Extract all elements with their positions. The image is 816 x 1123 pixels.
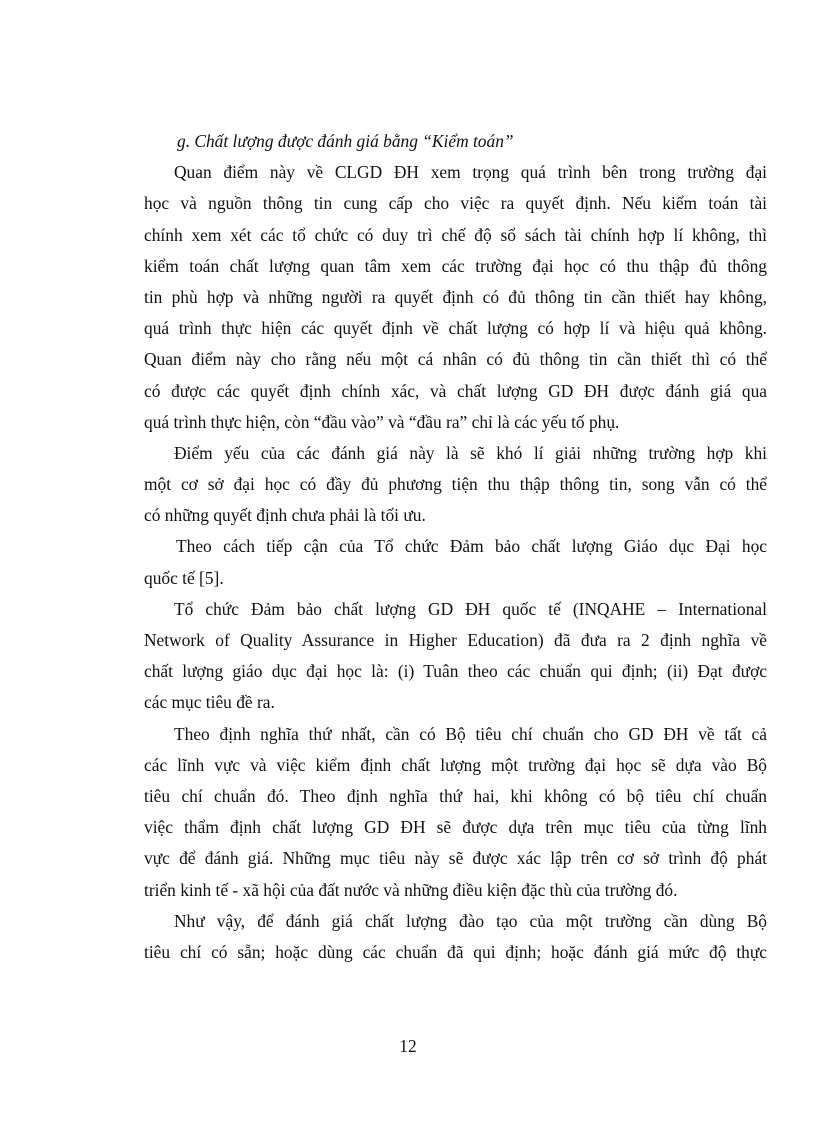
text-line: vực để đánh giá. Những mục tiêu này sẽ được xác lập trên cơ sở trình độ phát (144, 848, 767, 869)
page-content (144, 126, 767, 968)
paragraph-3 (144, 531, 767, 593)
text-line: triển kinh tế - xã hội của đất nước và những điều kiện đặc thù của trường đó. (144, 879, 678, 900)
text-line: Quan điểm này về CLGD ĐH xem trọng quá trình bên trong trường đại (174, 162, 767, 183)
text-line: chính xem xét các tổ chức có duy trì chế độ sổ sách tài chính hợp lí không, thì (144, 224, 767, 245)
paragraph-5 (144, 719, 767, 906)
text-line: chất lượng giáo dục đại học là: (i) Tuân theo các chuẩn qui định; (ii) Đạt được (144, 661, 767, 682)
section-heading: g. Chất lượng được đánh giá bằng “Kiểm toán” (177, 131, 514, 151)
text-line: tiêu chí chuẩn đó. Theo định nghĩa thứ hai, khi không có bộ tiêu chí chuẩn (144, 785, 767, 806)
text-line: việc thẩm định chất lượng GD ĐH sẽ được dựa trên mục tiêu của từng lĩnh (144, 817, 767, 838)
text-line: Theo định nghĩa thứ nhất, cần có Bộ tiêu chí chuẩn cho GD ĐH về tất cả (174, 723, 767, 744)
text-line: Điểm yếu của các đánh giá này là sẽ khó lí giải những trường hợp khi (174, 442, 767, 463)
text-line: các lĩnh vực và việc kiểm định chất lượng một trường đại học sẽ dựa vào Bộ (144, 754, 767, 775)
text-line: một cơ sở đại học có đầy đủ phương tiện thu thập thông tin, song vẫn có thể (144, 474, 767, 495)
text-line: Network of Quality Assurance in Higher Education) đã đưa ra 2 định nghĩa về (144, 630, 767, 650)
text-line: Quan điểm này cho rằng nếu một cá nhân có đủ thông tin cần thiết thì có thể (144, 349, 767, 370)
text-line: các mục tiêu đề ra. (144, 692, 275, 713)
page-number: 12 (399, 1036, 417, 1056)
text-line: tin phù hợp và những người ra quyết định có đủ thông tin cần thiết hay không, (144, 286, 767, 307)
paragraph-6 (144, 906, 767, 968)
text-line: quá trình thực hiện các quyết định về chất lượng có hợp lí và hiệu quả không. (144, 318, 767, 339)
text-line: có được các quyết định chính xác, và chất lượng GD ĐH được đánh giá qua (144, 380, 767, 401)
text-line: quốc tế [5]. (144, 567, 224, 588)
text-line: kiểm toán chất lượng quan tâm xem các trường đại học có thu thập đủ thông (144, 255, 767, 276)
paragraph-2 (144, 438, 767, 532)
text-line: quá trình thực hiện, còn “đầu vào” và “đầu ra” chỉ là các yếu tố phụ. (144, 411, 620, 432)
text-line: học và nguồn thông tin cung cấp cho việc ra quyết định. Nếu kiểm toán tài (144, 193, 767, 214)
text-line: Theo cách tiếp cận của Tổ chức Đảm bảo chất lượng Giáo dục Đại học (176, 536, 767, 557)
paragraph-4 (144, 594, 767, 719)
text-line: có những quyết định chưa phải là tối ưu. (144, 505, 426, 526)
text-line: Tổ chức Đảm bảo chất lượng GD ĐH quốc tế (INQAHE – International (174, 598, 767, 619)
paragraph-1 (144, 157, 767, 438)
text-line: tiêu chí có sẵn; hoặc dùng các chuẩn đã qui định; hoặc đánh giá mức độ thực (144, 941, 767, 962)
text-line: Như vậy, để đánh giá chất lượng đào tạo của một trường cần dùng Bộ (174, 910, 767, 931)
